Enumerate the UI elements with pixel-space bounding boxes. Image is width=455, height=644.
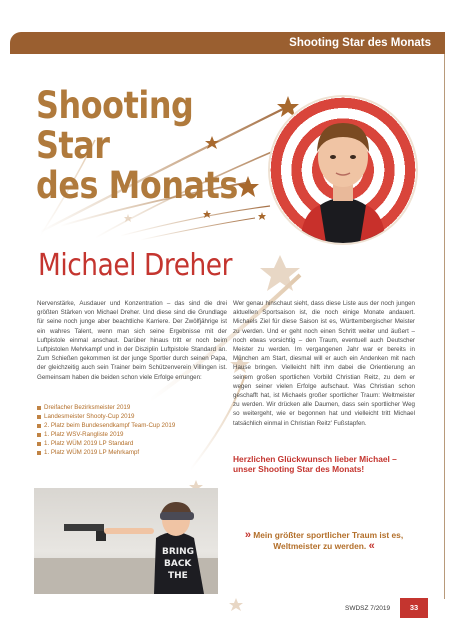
star-trail bbox=[120, 206, 270, 236]
list-item: 2. Platz beim Bundesendkampf Team-Cup 2019 bbox=[37, 421, 175, 430]
quote-close-mark: « bbox=[368, 539, 375, 552]
article-right-column bbox=[233, 299, 415, 428]
article-paragraph: Nervenstärke, Ausdauer und Konzentration – das sind die drei größten Stärken von Michael Dreher. Und diese sind die Grundlage für seine noch junge aber beachtliche Karriere. Der Zwölfjährige ist ein wahres Talent, wenn man sich seine Ergebnisse mit der Luftpistole einmal anschaut. Darüber hinaus tritt er noch beim Luftpistolen Mehrkampf und in der Disziplin Luftpistole Standard an. Zum Schießen gekommen ist der junge Sportler durch seinen Papa, der gleichzeitig auch sein Trainer beim Schützenverein Villingen ist. Gemeinsam haben die beiden schon viele Erfolge errungen: bbox=[37, 300, 227, 381]
feature-title-line1: Shooting Star bbox=[36, 84, 194, 167]
subject-name: Michael Dreher bbox=[38, 248, 233, 283]
publication-name: SWDSZ 7/2019 bbox=[345, 605, 391, 612]
list-item: Dreifacher Bezirksmeister 2019 bbox=[37, 403, 175, 412]
quote-open-mark: » bbox=[244, 529, 251, 541]
article-left-column bbox=[37, 299, 227, 382]
pull-quote bbox=[233, 530, 415, 551]
shirt-text-line2: BACK bbox=[164, 559, 192, 569]
list-item: 1. Platz WSV-Rangliste 2019 bbox=[37, 430, 175, 439]
star-icon bbox=[229, 598, 243, 611]
feature-title-line2: des Monats bbox=[36, 164, 238, 207]
list-item: 1. Platz WÜM 2019 LP Standard bbox=[37, 439, 175, 448]
congratulations-text bbox=[233, 454, 423, 474]
article-paragraph: Wer genau hinschaut sieht, dass diese Liste aus der noch jungen aktuellen Sportsaison ist, die noch einige Monate andauert. Michaels Ziel für diese Saison ist es, Württembergischer Meister zu werden. Und er geht noch einen Schritt weiter und äußert – noch etwas vorsichtig – den Traum, eventuell auch Deutscher Meister zu werden. Im vergangenen Jahr war er bereits in München am Start, diesmal will er auch ein Andenken mit nach Hause bringen. Vielleicht hilft ihm dabei die Orientierung an seinem großen sportlichen Vorbild Christian Reitz, zu dem er wegen seiner vielen Erfolge aufschaut. Was Christian schon geschafft hat, ist Michaels großer sportlicher Traum: Weltmeister zu werden. Wir drücken alle Daumen, dass sein sportlicher Weg so weitergeht, wie er begonnen hat und vielleicht tritt Michael tatsächlich einmal in Christian Reitz' Fußstapfen. bbox=[233, 300, 415, 427]
shirt-text-line1: BRING bbox=[162, 547, 195, 557]
list-item: Landesmeister Shooty-Cup 2019 bbox=[37, 412, 175, 421]
page-number: 33 bbox=[400, 598, 428, 618]
congratulations-line2: unser Shooting Star des Monats! bbox=[233, 464, 365, 475]
congratulations-line1: Herzlichen Glückwunsch lieber Michael – bbox=[233, 454, 397, 464]
shooting-action-photo bbox=[34, 488, 218, 594]
quote-line2: Weltmeister zu werden. bbox=[273, 540, 367, 551]
star-icon bbox=[260, 255, 300, 291]
quote-line1: Mein größter sportlicher Traum ist es, bbox=[253, 530, 404, 540]
achievement-list bbox=[37, 403, 175, 458]
list-item: 1. Platz WÜM 2019 LP Mehrkampf bbox=[37, 448, 175, 457]
shirt-text-line3: THE bbox=[168, 571, 188, 581]
star-trail bbox=[140, 218, 255, 240]
feature-title bbox=[36, 86, 242, 206]
section-title: Shooting Star des Monats bbox=[289, 37, 431, 49]
portrait-photo bbox=[268, 95, 418, 245]
shooter-illustration bbox=[34, 488, 218, 594]
star-icon bbox=[258, 212, 266, 220]
boy-portrait-illustration bbox=[270, 97, 416, 243]
